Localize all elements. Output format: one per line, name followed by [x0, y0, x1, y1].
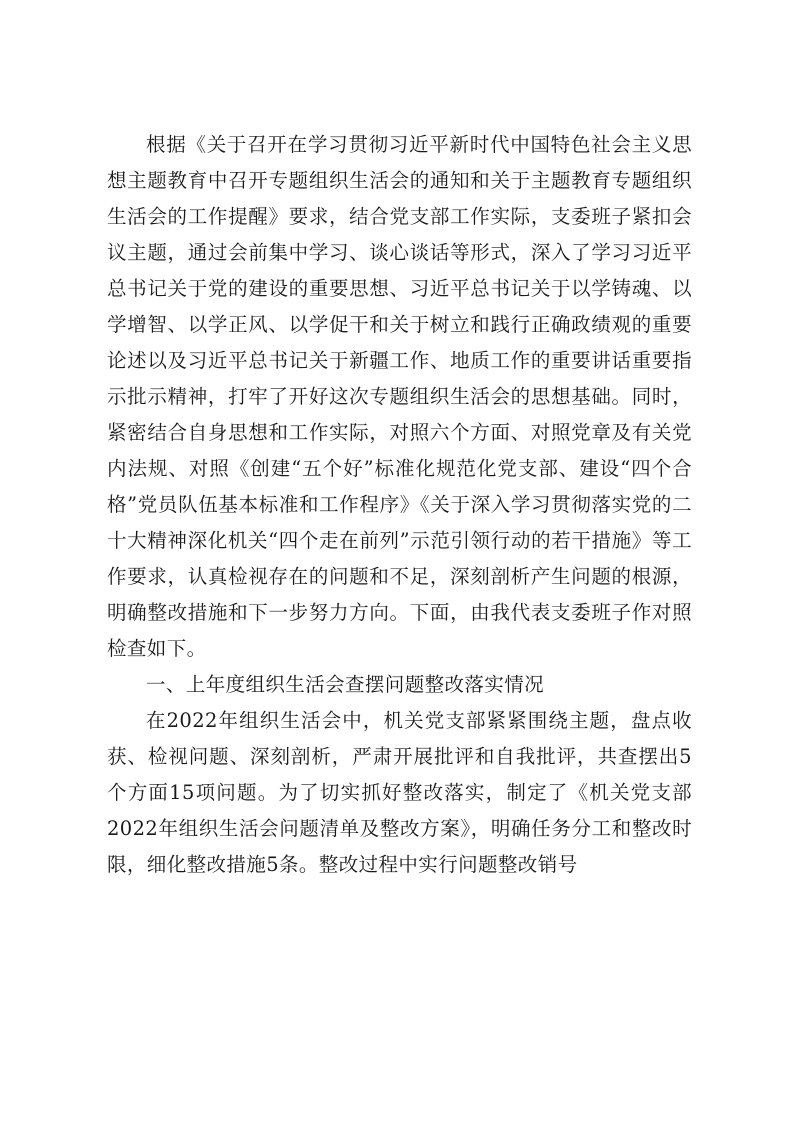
document-body — [107, 127, 692, 883]
section-heading: 一、上年度组织生活会查摆问题整改落实情况 — [146, 673, 545, 696]
section-paragraph: 在2022年组织生活会中，机关党支部紧紧围绕主题，盘点收获、检视问题、深刻剖析，严肃开展批评和自我批评，共查摆出5个方面15项问题。为了切实抓好整改落实，制定了《机关党支部2022年组织生活会问题清单及整改方案》，明确任务分工和整改时限，细化整改措施5条。整改过程中实行问题整改销号 — [107, 709, 692, 876]
intro-paragraph: 根据《关于召开在学习贯彻习近平新时代中国特色社会主义思想主题教育中召开专题组织生活会的通知和关于主题教育专题组织生活会的工作提醒》要求，结合党支部工作实际，支委班子紧扣会议主题，通过会前集中学习、谈心谈话等形式，深入了学习习近平总书记关于党的建设的重要思想、习近平总书记关于以学铸魂、以学增智、以学正风、以学促干和关于树立和践行正确政绩观的重要论述以及习近平总书记关于新疆工作、地质工作的重要讲话重要指示批示精神，打牢了开好这次专题组织生活会的思想基础。同时，紧密结合自身思想和工作实际，对照六个方面、对照党章及有关党内法规、对照《创建“五个好”标准化规范化党支部、建设“四个合格”党员队伍基本标准和工作程序》《关于深入学习贯彻落实党的二十大精神深化机关“四个走在前列”示范引领行动的若干措施》等工作要求，认真检视存在的问题和不足，深刻剖析产生问题的根源，明确整改措施和下一步努力方向。下面，由我代表支委班子作对照检查如下。 — [107, 133, 692, 660]
